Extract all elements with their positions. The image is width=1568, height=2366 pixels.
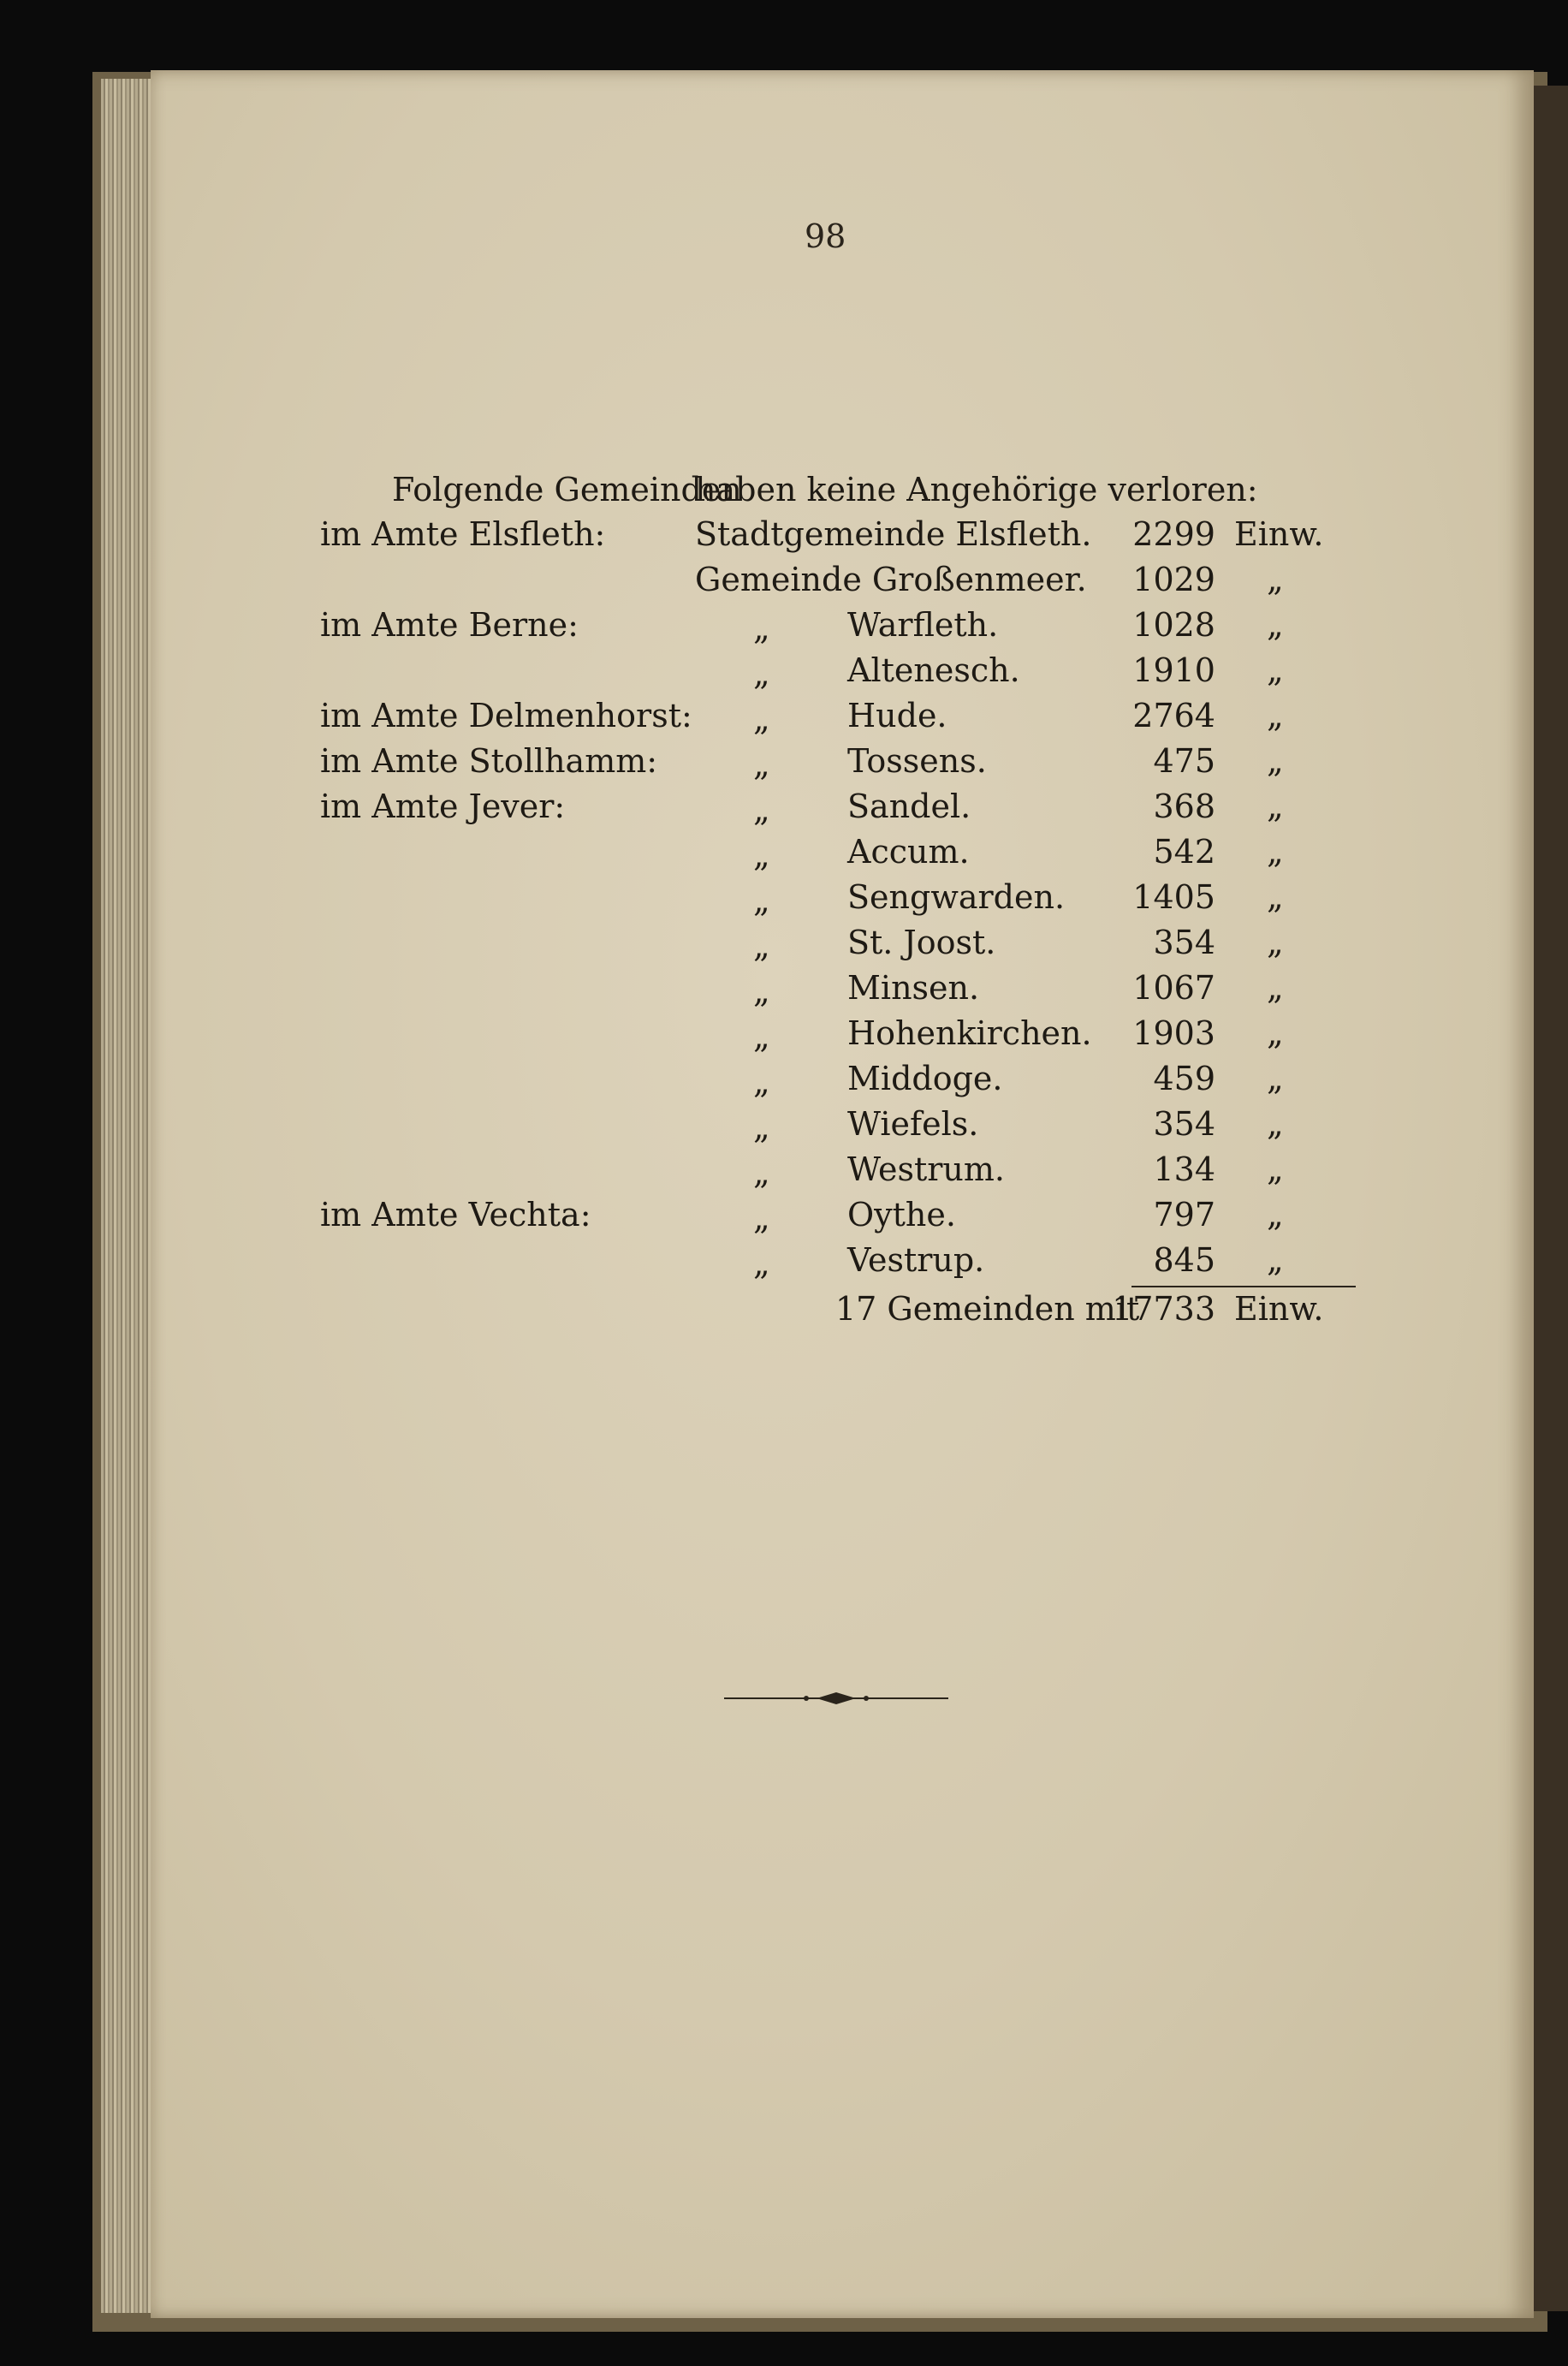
row-unit: „ (1267, 697, 1284, 734)
row-unit: „ (1267, 1060, 1284, 1097)
row-einwohner: 2764 (1132, 697, 1215, 734)
row-unit: „ (1267, 561, 1284, 598)
row-unit: „ (1267, 606, 1284, 644)
divider-ornament (724, 1686, 948, 1710)
row-ditto-mark: „ (753, 1109, 770, 1146)
book-spine-right (1532, 86, 1568, 2311)
heading-part-1: Folgende Gemeinden (392, 471, 742, 508)
heading-part-2: haben keine Angehörige verloren: (695, 471, 1258, 508)
row-einwohner: 1903 (1132, 1014, 1215, 1052)
row-gemeinde: Gemeinde Großenmeer. (695, 561, 1087, 598)
row-gemeinde: Accum. (847, 833, 970, 871)
row-gemeinde: Minsen. (847, 969, 980, 1007)
row-ditto-mark: „ (753, 1245, 770, 1282)
row-einwohner: 1028 (1132, 606, 1215, 644)
sum-rule (1131, 1286, 1356, 1287)
row-gemeinde: Westrum. (847, 1150, 1005, 1188)
row-ditto-mark: „ (753, 836, 770, 874)
row-ditto-mark: „ (753, 791, 770, 829)
row-ditto-mark: „ (753, 746, 770, 783)
row-unit: „ (1267, 1014, 1284, 1052)
row-gemeinde: Altenesch. (847, 651, 1020, 689)
row-unit: „ (1267, 1241, 1284, 1279)
row-gemeinde: Stadtgemeinde Elsfleth. (695, 515, 1092, 553)
row-unit: „ (1267, 969, 1284, 1007)
row-amt: im Amte Vechta: (320, 1196, 591, 1234)
row-einwohner: 134 (1153, 1150, 1215, 1188)
row-ditto-mark: „ (753, 1199, 770, 1237)
total-unit: Einw. (1234, 1290, 1324, 1328)
row-ditto-mark: „ (753, 655, 770, 693)
row-ditto-mark: „ (753, 972, 770, 1010)
row-ditto-mark: „ (753, 609, 770, 647)
row-unit: „ (1267, 924, 1284, 961)
row-gemeinde: Sandel. (847, 788, 971, 825)
row-einwohner: 459 (1153, 1060, 1215, 1097)
row-gemeinde: St. Joost. (847, 924, 996, 961)
row-amt: im Amte Stollhamm: (320, 742, 658, 780)
row-unit: Einw. (1234, 515, 1324, 553)
row-einwohner: 368 (1153, 788, 1215, 825)
row-unit: „ (1267, 878, 1284, 916)
row-einwohner: 1029 (1132, 561, 1215, 598)
row-unit: „ (1267, 788, 1284, 825)
row-gemeinde: Oythe. (847, 1196, 956, 1234)
row-ditto-mark: „ (753, 1154, 770, 1192)
row-gemeinde: Wiefels. (847, 1105, 979, 1143)
row-einwohner: 797 (1153, 1196, 1215, 1234)
row-gemeinde: Tossens. (847, 742, 987, 780)
row-einwohner: 2299 (1132, 515, 1215, 553)
row-ditto-mark: „ (753, 927, 770, 965)
total-label: 17 Gemeinden mit (835, 1290, 1140, 1328)
row-einwohner: 354 (1153, 1105, 1215, 1143)
row-ditto-mark: „ (753, 700, 770, 738)
row-ditto-mark: „ (753, 1063, 770, 1101)
row-amt: im Amte Berne: (320, 606, 579, 644)
row-einwohner: 1910 (1132, 651, 1215, 689)
row-gemeinde: Sengwarden. (847, 878, 1066, 916)
row-unit: „ (1267, 1150, 1284, 1188)
row-gemeinde: Vestrup. (847, 1241, 985, 1279)
row-unit: „ (1267, 742, 1284, 780)
row-unit: „ (1267, 1105, 1284, 1143)
total-einwohner: 17733 (1112, 1290, 1215, 1328)
row-amt: im Amte Elsfleth: (320, 515, 606, 553)
row-einwohner: 475 (1153, 742, 1215, 780)
page-number: 98 (805, 217, 846, 255)
row-einwohner: 354 (1153, 924, 1215, 961)
row-ditto-mark: „ (753, 882, 770, 919)
row-gemeinde: Warfleth. (847, 606, 999, 644)
row-ditto-mark: „ (753, 1018, 770, 1055)
row-einwohner: 845 (1153, 1241, 1215, 1279)
row-amt: im Amte Delmenhorst: (320, 697, 692, 734)
row-amt: im Amte Jever: (320, 788, 566, 825)
row-unit: „ (1267, 1196, 1284, 1234)
row-gemeinde: Hohenkirchen. (847, 1014, 1092, 1052)
row-einwohner: 1067 (1132, 969, 1215, 1007)
row-gemeinde: Hude. (847, 697, 947, 734)
row-einwohner: 542 (1153, 833, 1215, 871)
row-unit: „ (1267, 651, 1284, 689)
row-einwohner: 1405 (1132, 878, 1215, 916)
row-gemeinde: Middoge. (847, 1060, 1003, 1097)
row-unit: „ (1267, 833, 1284, 871)
